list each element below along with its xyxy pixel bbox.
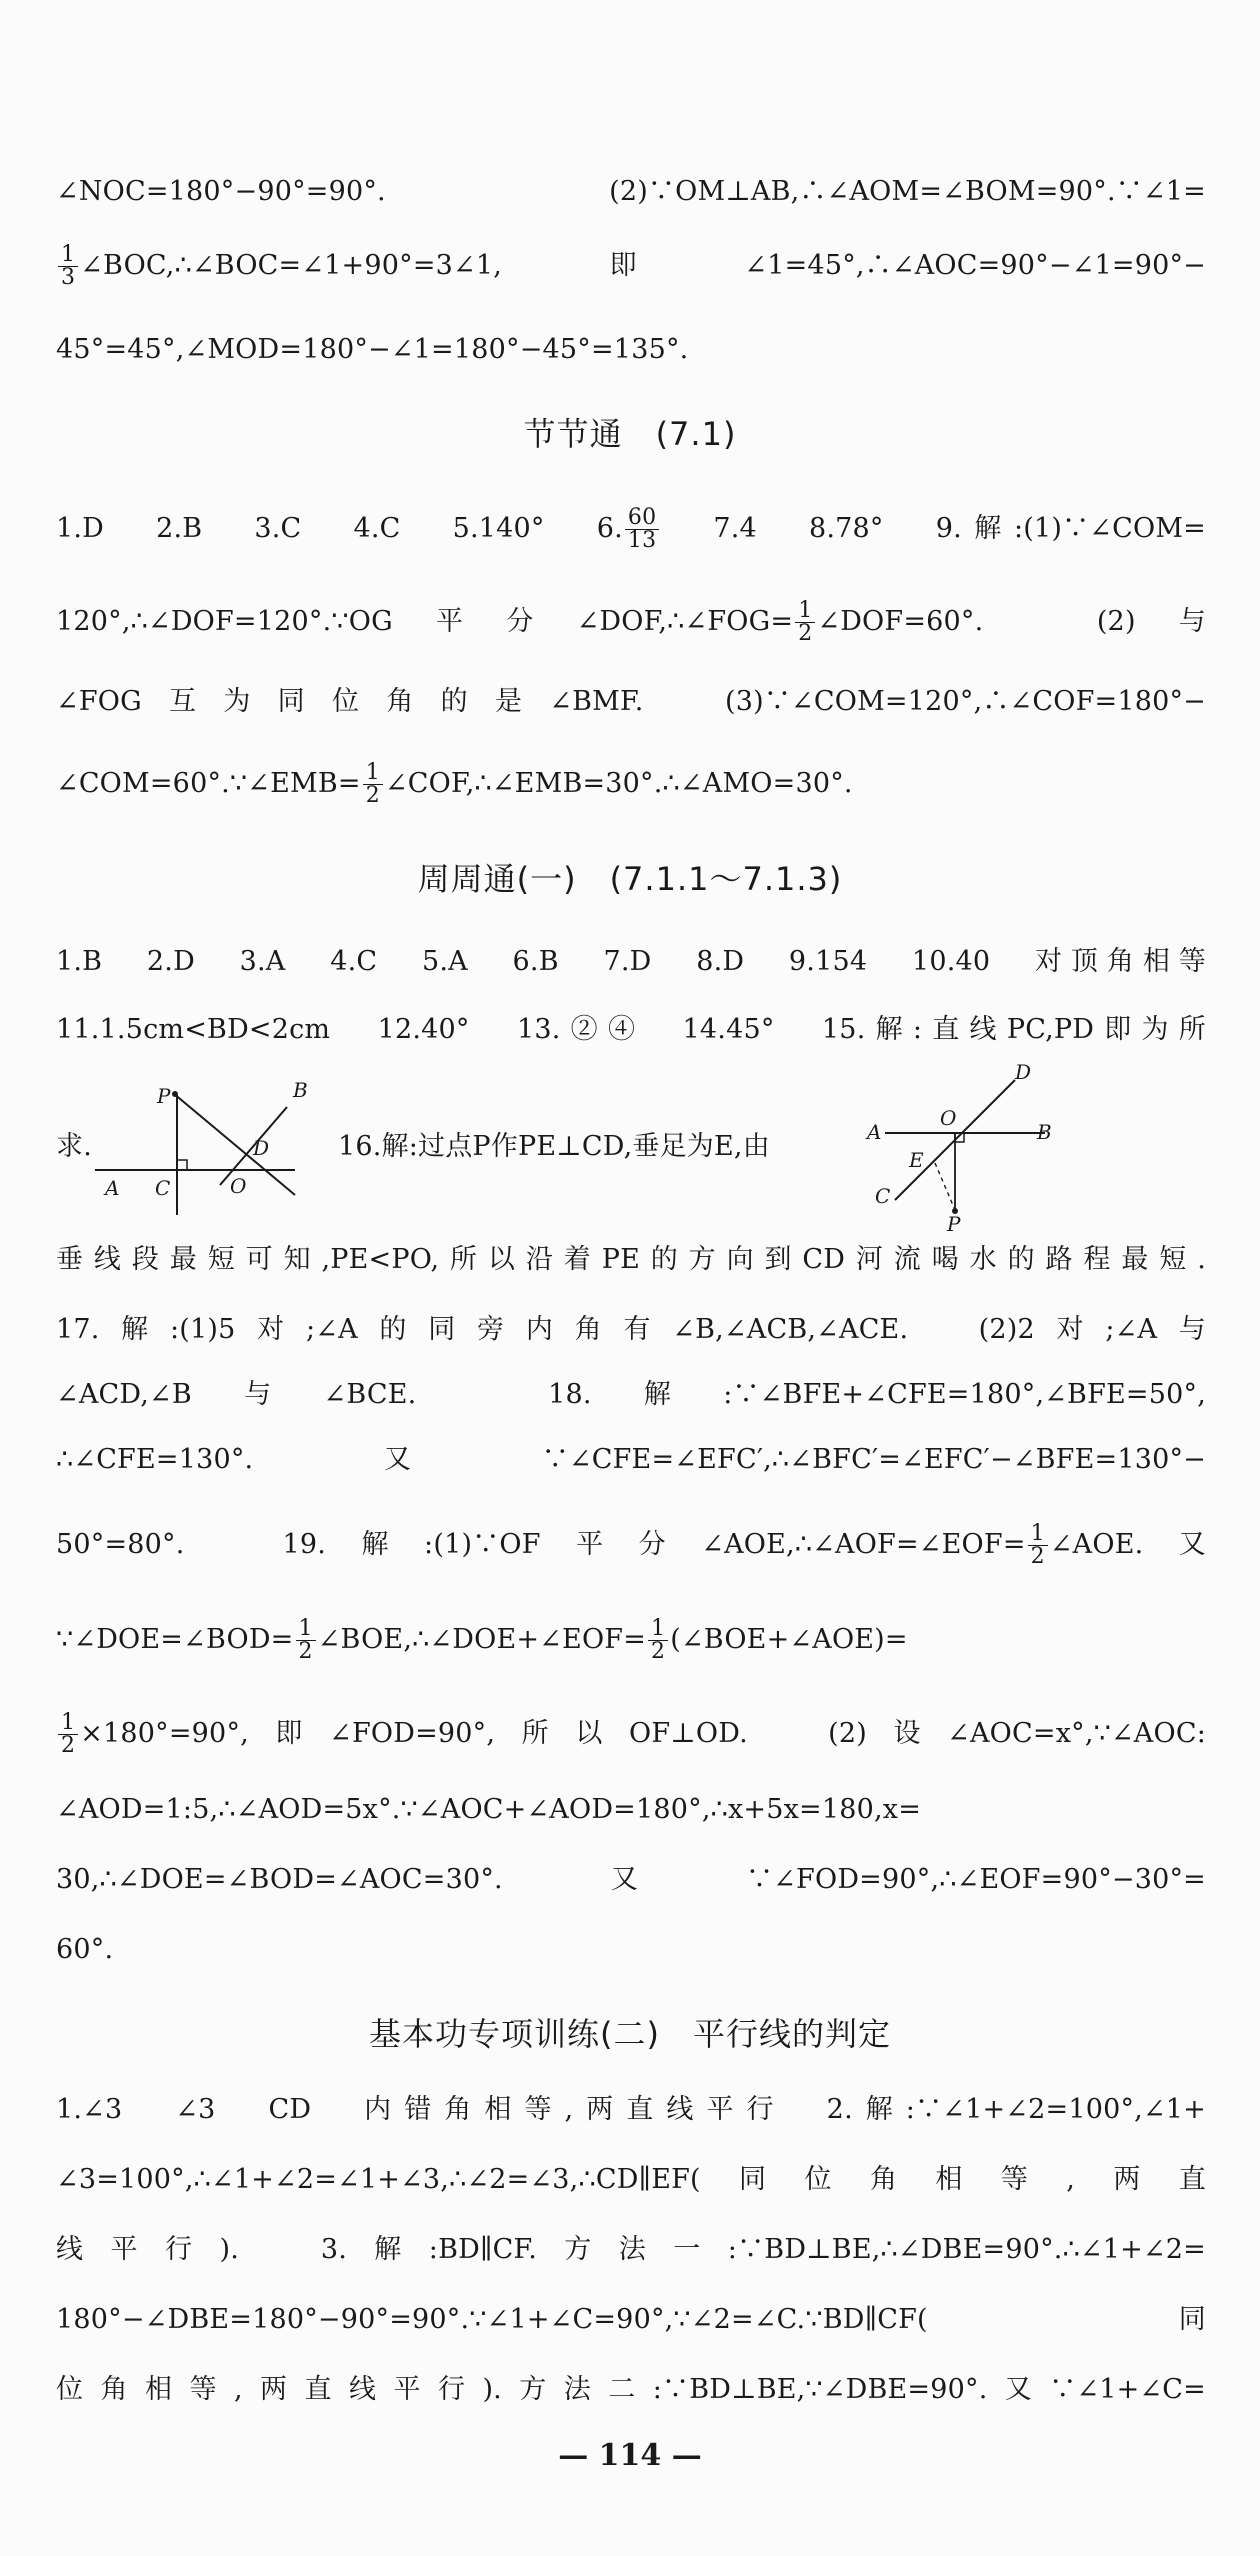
text-line: ∠3=100°,∴∠1+∠2=∠1+∠3,∴∠2=∠3,∴CD∥EF(同位角相等,两直	[56, 2164, 1206, 2195]
fraction: $\frac{60}{13}$	[625, 507, 659, 552]
text-line: 16.解:过点P作PE⊥CD,垂足为E,由	[338, 1131, 770, 1162]
svg-text:C: C	[155, 1176, 171, 1200]
text-line: 线平行). 3.解:BD∥CF.方法一:∵BD⊥BE,∴∠DBE=90°.∴∠1+∠2=	[56, 2234, 1206, 2265]
text-line: $\frac{1}{3}$ ∠BOC,∴∠BOC=∠1+90°=3∠1,即∠1=45°,∴∠AOC=90°−∠1=90°−	[56, 244, 1206, 289]
fraction: $\frac{1}{2}$	[648, 1618, 668, 1663]
section-heading: 节节通 (7.1)	[523, 415, 737, 453]
section-heading: 基本功专项训练(二) 平行线的判定	[369, 2015, 891, 2053]
text-line: 60°.	[56, 1934, 114, 1965]
text-line: 120°,∴∠DOF=120°.∵OG平分∠DOF,∴∠FOG= $\frac{1}{2}$ ∠DOF=60°. (2)与	[56, 598, 1206, 646]
figure-1	[95, 1075, 308, 1225]
svg-text:P: P	[157, 1084, 171, 1108]
svg-text:D: D	[253, 1136, 270, 1160]
figure-2	[865, 1060, 1055, 1236]
text-line: $\frac{1}{2}$ ×180°=90°,即∠FOD=90°,所以OF⊥OD. (2)设∠AOC=x°,∵∠AOC:	[56, 1712, 1206, 1757]
fraction: $\frac{1}{2}$	[58, 1712, 78, 1757]
fraction: $\frac{1}{3}$	[58, 244, 78, 289]
text-line: ∠COM=60°.∵∠EMB= $\frac{1}{2}$ ∠COF,∴∠EMB=30°.∴∠AMO=30°.	[56, 760, 853, 808]
svg-text:O: O	[230, 1174, 247, 1198]
svg-text:B: B	[293, 1078, 308, 1102]
fraction: $\frac{1}{2}$	[296, 1618, 316, 1663]
text-line: ∠ACD,∠B与∠BCE. 18.解:∵∠BFE+∠CFE=180°,∠BFE=50°,	[56, 1379, 1206, 1410]
text-line: ∠NOC=180°−90°=90°. (2)∵OM⊥AB,∴∠AOM=∠BOM=90°.∵∠1=	[56, 176, 1206, 207]
text-line: ∴∠CFE=130°.又∵∠CFE=∠EFC′,∴∠BFC′=∠EFC′−∠BFE=130°−	[56, 1444, 1206, 1475]
svg-text:A: A	[105, 1176, 120, 1200]
text-line: 30,∴∠DOE=∠BOD=∠AOC=30°.又∵∠FOD=90°,∴∠EOF=90°−30°=	[56, 1864, 1206, 1895]
text-line: ∵∠DOE=∠BOD= $\frac{1}{2}$ ∠BOE,∴∠DOE+∠EOF= $\frac{1}{2}$ (∠BOE+∠AOE)=	[56, 1616, 908, 1664]
fraction: $\frac{1}{2}$	[795, 600, 815, 645]
text-line: 45°=45°,∠MOD=180°−∠1=180°−45°=135°.	[56, 334, 689, 365]
svg-text:E: E	[909, 1148, 924, 1172]
svg-text:A: A	[867, 1120, 882, 1144]
text-line: 11.1.5cm<BD<2cm 12.40° 13.②④ 14.45° 15.解:直线PC,PD即为所	[56, 1014, 1206, 1045]
text-line: 求.	[56, 1131, 92, 1162]
fraction: $\frac{1}{2}$	[1028, 1523, 1048, 1568]
svg-text:D: D	[1015, 1060, 1032, 1084]
section-heading: 周周通(一) (7.1.1～7.1.3)	[417, 860, 843, 898]
svg-text:C: C	[875, 1184, 891, 1208]
text-line: 180°−∠DBE=180°−90°=90°.∵∠1+∠C=90°,∵∠2=∠C.∵BD∥CF(同	[56, 2304, 1206, 2335]
text-line: 垂线段最短可知,PE<PO,所以沿着PE的方向到CD河流喝水的路程最短.	[56, 1244, 1206, 1275]
text-line: 1.B 2.D 3.A 4.C 5.A 6.B 7.D 8.D 9.154 10.40 对顶角相等	[56, 946, 1206, 977]
svg-text:O: O	[940, 1106, 957, 1130]
svg-text:P: P	[947, 1212, 961, 1236]
text-line: 1.∠3 ∠3 CD 内错角相等,两直线平行 2.解:∵∠1+∠2=100°,∠1+	[56, 2094, 1206, 2125]
page-number: — 114 —	[558, 2438, 702, 2473]
svg-text:B: B	[1037, 1120, 1052, 1144]
text-line: 17.解:(1)5对;∠A的同旁内角有∠B,∠ACB,∠ACE. (2)2对;∠A与	[56, 1314, 1206, 1345]
text-line: 1.D 2.B 3.C 4.C 5.140° 6. $\frac{60}{13}$ 7.4 8.78° 9.解:(1)∵∠COM=	[56, 505, 1206, 553]
text-line: ∠AOD=1:5,∴∠AOD=5x°.∵∠AOC+∠AOD=180°,∴x+5x=180,x=	[56, 1794, 922, 1825]
fraction: $\frac{1}{2}$	[363, 762, 383, 807]
text-line: 50°=80°. 19.解:(1)∵OF平分∠AOE,∴∠AOF=∠EOF= $\frac{1}{2}$ ∠AOE.又	[56, 1521, 1206, 1569]
text-line: ∠FOG互为同位角的是∠BMF. (3)∵∠COM=120°,∴∠COF=180°−	[56, 686, 1206, 717]
text-line: 位角相等,两直线平行).方法二:∵BD⊥BE,∵∠DBE=90°.又∵∠1+∠C=	[56, 2374, 1206, 2405]
